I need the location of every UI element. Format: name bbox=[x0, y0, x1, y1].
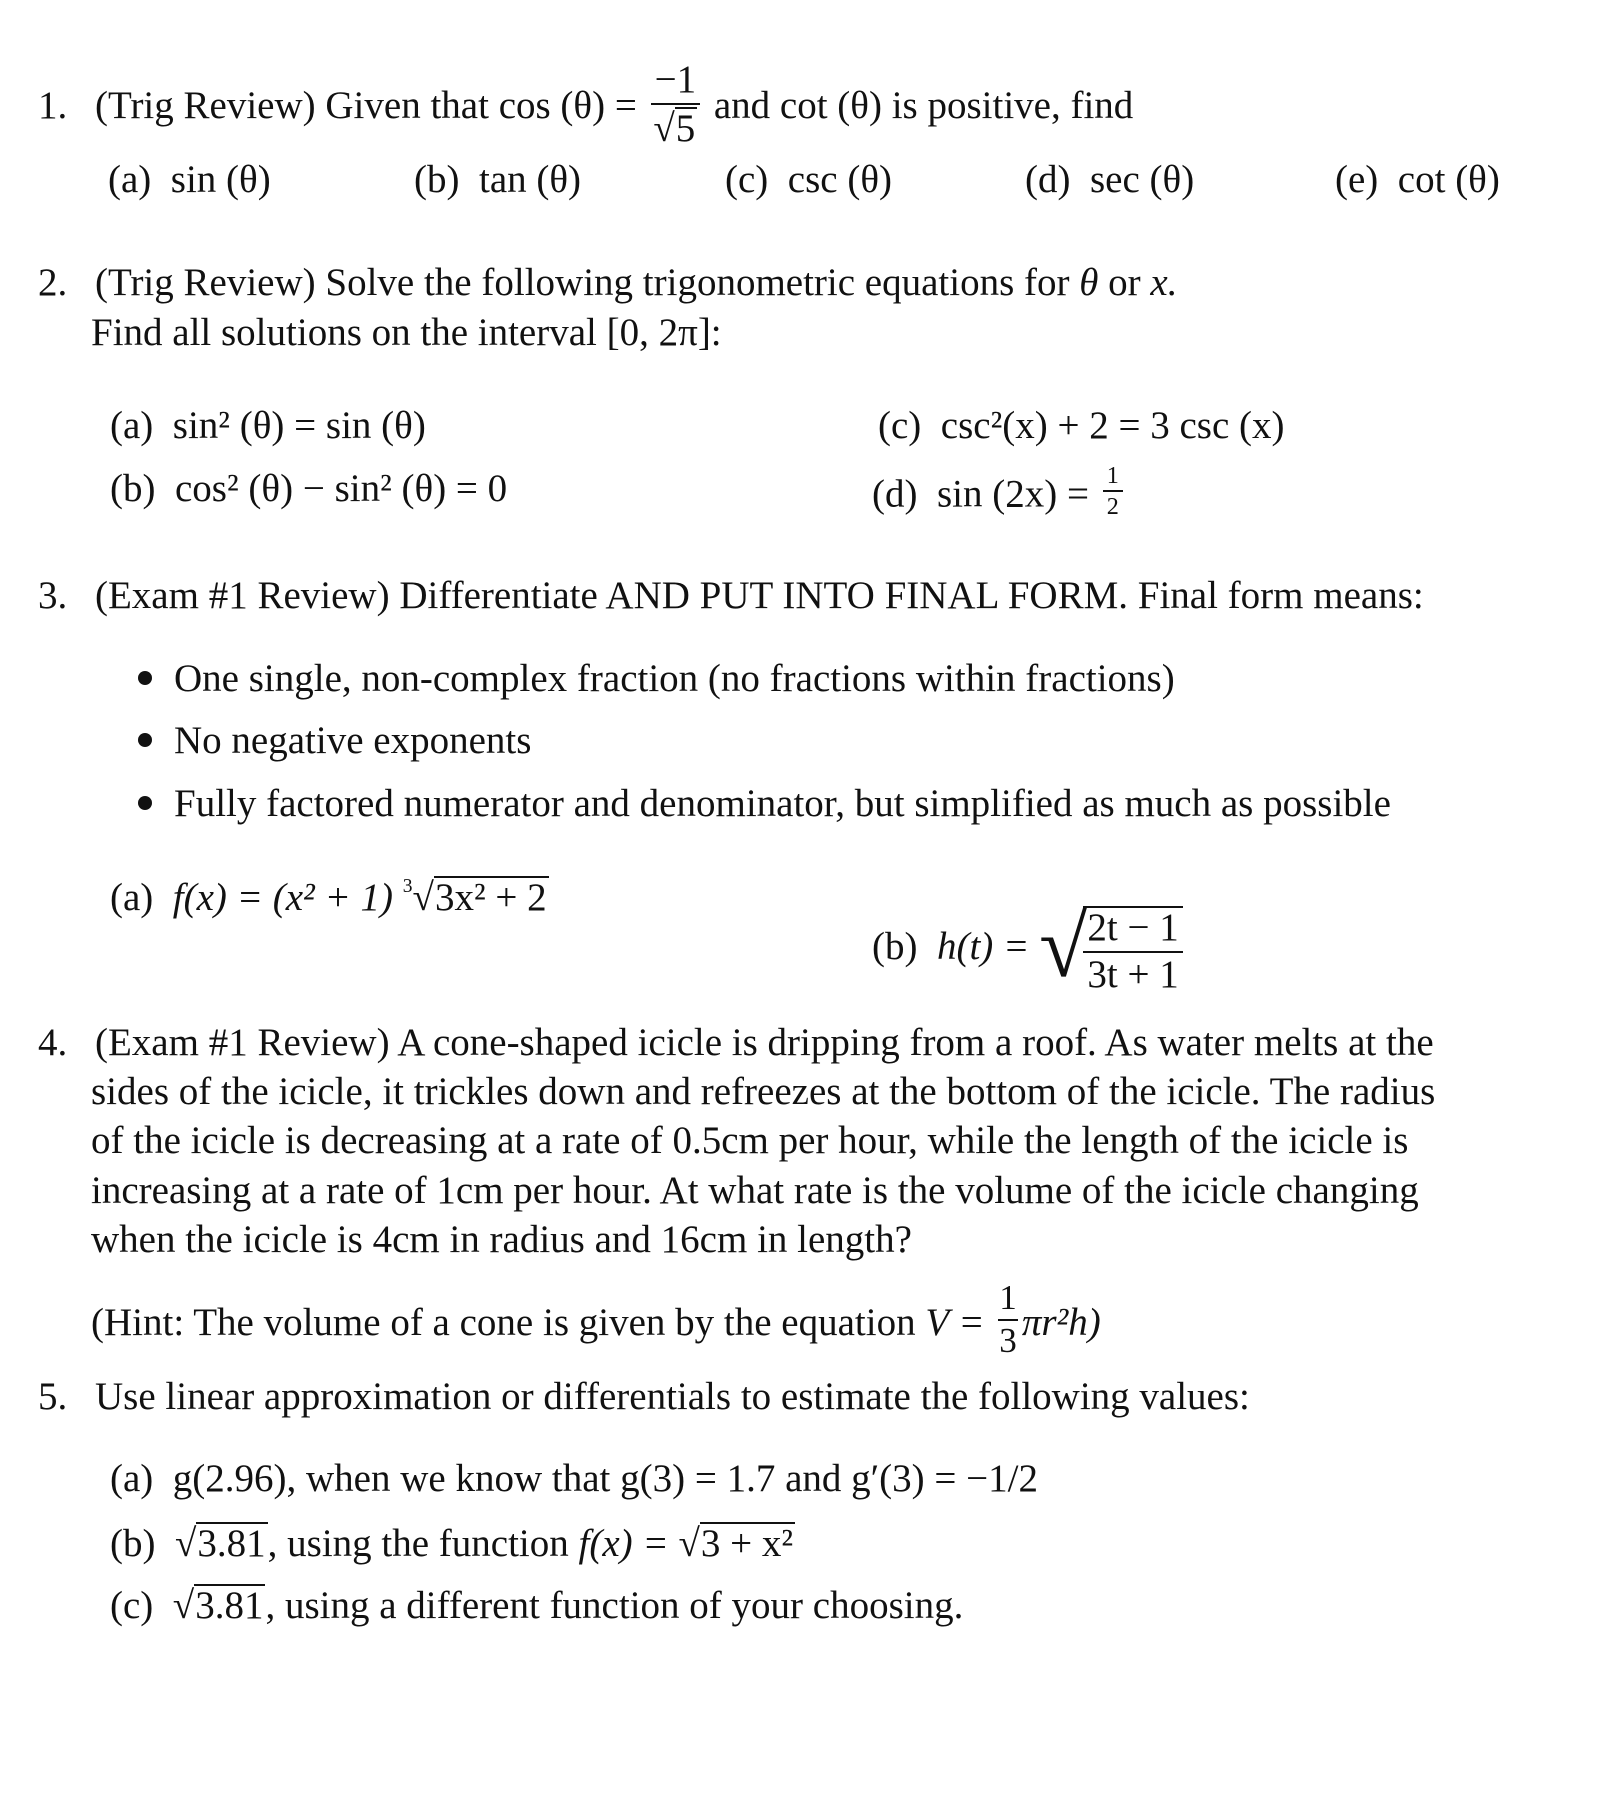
problem-2-part-a bbox=[110, 406, 426, 445]
root-index: 3 bbox=[402, 876, 413, 898]
math-expr: cot (θ) bbox=[779, 83, 882, 127]
problem-text-line: when the icicle is 4cm in radius and 16cm in length? bbox=[91, 1218, 912, 1261]
bullet-item bbox=[138, 659, 1175, 698]
problem-1-part-e bbox=[1335, 160, 1500, 199]
bullet-icon bbox=[138, 733, 152, 747]
part-expr: sin (2x) = bbox=[936, 472, 1089, 516]
part-expr: h(t) = bbox=[936, 924, 1030, 968]
part-text: , using the function bbox=[267, 1522, 569, 1565]
square-root bbox=[1039, 896, 1187, 1004]
problem-text: A cone-shaped icicle is dripping from a roof. As water melts at the bbox=[397, 1021, 1434, 1064]
radical-sign: √ bbox=[1039, 899, 1088, 996]
problem-2-line-2 bbox=[91, 313, 722, 352]
problem-tag: (Trig Review) bbox=[95, 83, 316, 127]
problem-3-statement bbox=[38, 576, 1424, 615]
part-label: (d) bbox=[1025, 158, 1071, 201]
part-label: (b) bbox=[872, 924, 918, 968]
fraction-numerator: 2t − 1 bbox=[1083, 908, 1182, 953]
square-root: √3.81 bbox=[174, 1522, 266, 1565]
problem-5-part-a bbox=[110, 1459, 1038, 1498]
part-expr: tan (θ) bbox=[478, 158, 582, 201]
part-expr: csc²(x) + 2 = 3 csc (x) bbox=[940, 404, 1285, 447]
part-expr: g(2.96), when we know that g(3) = 1.7 and g′(3) = −1/2 bbox=[172, 1457, 1038, 1500]
part-label: (b) bbox=[110, 1522, 156, 1565]
fraction-denominator: 3 bbox=[999, 1320, 1017, 1360]
problem-tag: (Trig Review) bbox=[95, 261, 316, 304]
part-expr: sin² (θ) = sin (θ) bbox=[172, 404, 426, 447]
interval: [0, 2π]: bbox=[606, 311, 722, 354]
problem-text-line: sides of the icicle, it trickles down and refreezes at the bottom of the icicle. The radius bbox=[91, 1070, 1436, 1113]
problem-text: Given that bbox=[325, 83, 489, 127]
bullet-item bbox=[138, 721, 531, 760]
part-expr: sec (θ) bbox=[1089, 158, 1195, 201]
problem-2-statement bbox=[38, 263, 1177, 302]
hint-text: (Hint: The volume of a cone is given by the equation bbox=[91, 1300, 916, 1344]
part-label: (b) bbox=[110, 467, 156, 510]
part-expr: f(x) = (x² + 1) bbox=[172, 876, 394, 919]
fraction bbox=[1103, 463, 1123, 520]
problem-2-part-b bbox=[110, 469, 507, 508]
math-var: θ bbox=[1079, 261, 1099, 304]
math-expr: V = bbox=[925, 1300, 985, 1344]
part-label: (c) bbox=[110, 1584, 154, 1627]
cube-root: $^3$√3x² + 2 bbox=[402, 876, 547, 919]
problem-1-part-c bbox=[725, 160, 892, 199]
math-expr: πr²h) bbox=[1021, 1300, 1101, 1344]
problem-text: Use linear approximation or differentials to estimate the following values: bbox=[95, 1375, 1250, 1418]
radicand: 5 bbox=[675, 106, 696, 150]
problem-1-part-b bbox=[414, 160, 581, 199]
problem-1-statement bbox=[38, 58, 1134, 154]
bullet-text: One single, non-complex fraction (no fractions within fractions) bbox=[174, 657, 1175, 700]
bullet-icon bbox=[138, 796, 152, 810]
math-expr: cos (θ) = bbox=[498, 83, 637, 127]
fraction bbox=[1083, 906, 1182, 996]
problem-text: Differentiate AND PUT INTO FINAL FORM. Final form means: bbox=[399, 574, 1424, 617]
problem-number: 1. bbox=[38, 83, 68, 127]
bullet-text: No negative exponents bbox=[174, 719, 532, 762]
problem-number: 2. bbox=[38, 261, 68, 304]
part-label: (c) bbox=[878, 404, 922, 447]
problem-text: is positive, find bbox=[891, 83, 1134, 127]
radicand: 3.81 bbox=[195, 1584, 264, 1627]
radicand: 3.81 bbox=[197, 1522, 266, 1565]
bullet-icon bbox=[138, 671, 152, 685]
fraction-denominator: √5 bbox=[653, 106, 696, 150]
problem-text-line: increasing at a rate of 1cm per hour. At what rate is the volume of the icicle changing bbox=[91, 1169, 1419, 1212]
fraction-numerator: 1 bbox=[998, 1280, 1018, 1321]
problem-4-hint bbox=[91, 1278, 1101, 1366]
problem-text: Solve the following trigonometric equations for bbox=[325, 261, 1070, 304]
part-label: (a) bbox=[108, 158, 152, 201]
part-label: (a) bbox=[110, 404, 154, 447]
part-expr: cot (θ) bbox=[1397, 158, 1500, 201]
problem-3-part-b bbox=[872, 896, 1187, 1004]
problem-number: 3. bbox=[38, 574, 68, 617]
fraction-denominator: 2 bbox=[1106, 493, 1119, 521]
problem-5-part-b bbox=[110, 1522, 795, 1565]
radicand: 3 + x² bbox=[700, 1522, 794, 1565]
part-expr: sin (θ) bbox=[170, 158, 271, 201]
part-expr: cos² (θ) − sin² (θ) = 0 bbox=[174, 467, 508, 510]
part-text: , using a different function of your choosing. bbox=[265, 1584, 964, 1627]
problem-number: 5. bbox=[38, 1375, 68, 1418]
bullet-text: Fully factored numerator and denominator, but simplified as much as possible bbox=[174, 782, 1391, 825]
problem-text: and bbox=[713, 83, 771, 127]
math-expr: f(x) = bbox=[578, 1522, 669, 1565]
part-label: (a) bbox=[110, 1457, 154, 1500]
part-label: (b) bbox=[414, 158, 460, 201]
problem-5-statement bbox=[38, 1377, 1250, 1416]
problem-1-part-d bbox=[1025, 160, 1194, 199]
problem-1-part-a bbox=[108, 160, 271, 199]
part-label: (d) bbox=[872, 472, 918, 516]
math-var: x. bbox=[1150, 261, 1178, 304]
part-expr: csc (θ) bbox=[787, 158, 892, 201]
fraction bbox=[998, 1280, 1018, 1360]
problem-4-statement bbox=[38, 1023, 1434, 1062]
radicand: 3x² + 2 bbox=[434, 876, 547, 919]
fraction-numerator: −1 bbox=[651, 60, 701, 105]
fraction bbox=[651, 60, 701, 150]
part-label: (e) bbox=[1335, 158, 1379, 201]
problem-number: 4. bbox=[38, 1021, 68, 1064]
fraction-numerator: 1 bbox=[1103, 463, 1123, 492]
part-label: (c) bbox=[725, 158, 769, 201]
problem-tag: (Exam #1 Review) bbox=[95, 1021, 390, 1064]
problem-2-part-d bbox=[872, 462, 1127, 526]
fraction-denominator: 3t + 1 bbox=[1087, 953, 1179, 997]
bullet-item bbox=[138, 784, 1391, 823]
problem-text: Find all solutions on the interval bbox=[91, 311, 597, 354]
problem-3-part-a bbox=[110, 876, 549, 919]
problem-tag: (Exam #1 Review) bbox=[95, 574, 390, 617]
part-label: (a) bbox=[110, 876, 154, 919]
square-root: √3 + x² bbox=[678, 1522, 794, 1565]
square-root: √3.81 bbox=[172, 1584, 264, 1627]
problem-2-part-c bbox=[878, 406, 1285, 445]
problem-text: or bbox=[1108, 261, 1141, 304]
problem-text-line: of the icicle is decreasing at a rate of 0.5cm per hour, while the length of the icicle is bbox=[91, 1119, 1409, 1162]
problem-5-part-c bbox=[110, 1584, 963, 1627]
